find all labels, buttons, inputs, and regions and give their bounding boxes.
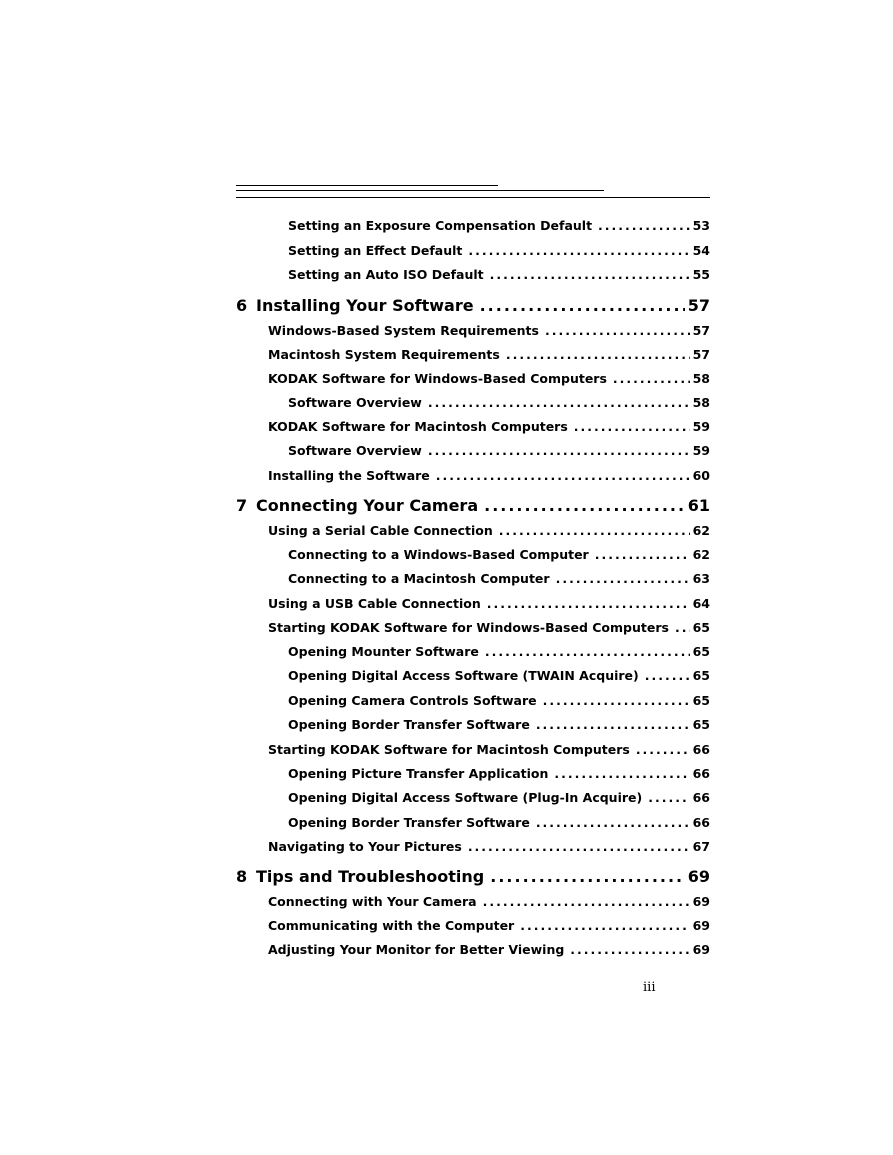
toc-entry-title-text: Navigating to Your Pictures [268, 839, 462, 854]
toc-entry-title-text: Setting an Exposure Compensation Default [288, 218, 593, 233]
toc-dot-leader [499, 519, 690, 543]
toc-dot-leader [545, 319, 690, 343]
toc-entry-title [268, 464, 430, 488]
toc-entry-title [288, 567, 550, 592]
toc-page-number: 65 [692, 643, 710, 659]
toc-entry [236, 713, 710, 738]
toc-page-number: 63 [692, 571, 710, 586]
toc-dot-leader [536, 713, 690, 738]
toc-entry-title-text: Starting KODAK Software for Windows-Based Computers [268, 619, 669, 635]
toc-entry [236, 811, 710, 836]
toc-dot-leader [536, 811, 690, 836]
toc-page-number: 57 [692, 322, 710, 338]
toc-entry-title [268, 616, 669, 640]
toc-dot-leader [428, 391, 690, 416]
toc-entry-title [288, 439, 422, 464]
toc-entry-title-text: Installing the Software [268, 467, 430, 483]
toc-page-number: 66 [692, 741, 710, 757]
toc-entry-title-text: Opening Camera Controls Software [288, 692, 537, 708]
toc-entry [236, 367, 710, 391]
header-rule-bottom [236, 197, 710, 198]
toc-dot-leader [428, 439, 690, 464]
toc-entry [236, 239, 710, 264]
toc-dot-leader [436, 464, 690, 488]
toc-entry-title [288, 263, 484, 288]
toc-page-number: 69 [687, 867, 710, 886]
toc-page-number: 66 [692, 814, 710, 830]
toc-dot-leader [598, 214, 690, 239]
toc-page-number: 57 [692, 346, 710, 362]
toc-entry [236, 543, 710, 568]
toc-entry-title [268, 592, 481, 616]
toc-entry-title-text: Adjusting Your Monitor for Better Viewing [268, 942, 565, 957]
toc-page-number: 62 [692, 546, 710, 562]
toc-dot-leader [483, 890, 690, 914]
toc-chapter-entry [236, 865, 710, 888]
toc-entry-title [288, 762, 548, 787]
toc-entry [236, 938, 710, 962]
toc-entry [236, 689, 710, 714]
toc-page-number: 67 [692, 839, 710, 854]
toc-entry [236, 391, 710, 416]
toc-dot-leader [556, 567, 690, 592]
toc-page-number: 59 [692, 419, 710, 434]
toc-entry-title [288, 640, 479, 665]
toc-page-number: 55 [692, 267, 710, 282]
toc-page-number: 64 [692, 595, 710, 611]
toc-entry [236, 890, 710, 914]
toc-entry [236, 592, 710, 616]
toc-entry-title-text: Software Overview [288, 443, 422, 458]
toc-dot-leader [554, 762, 689, 787]
toc-entry-title [288, 239, 462, 264]
toc-chapter-number: 6 [236, 295, 248, 315]
toc-dot-leader [636, 738, 690, 762]
toc-dot-leader [574, 415, 690, 439]
toc-entry-title-text: Software Overview [288, 394, 422, 410]
toc-entry-title-text: Installing Your Software [256, 295, 474, 315]
toc-entry-title [268, 367, 607, 391]
toc-entry-title [288, 713, 530, 738]
toc-entry-title [236, 865, 484, 888]
toc-page-number: 59 [692, 443, 710, 458]
toc-chapter-entry [236, 494, 710, 517]
toc-page-number: 65 [692, 717, 710, 732]
toc-entry-title [268, 319, 539, 343]
toc-entry-title [236, 494, 478, 517]
toc-entry-title-text: KODAK Software for Windows-Based Computers [268, 370, 607, 386]
header-rule-top-long [236, 185, 498, 186]
toc-entry-title [268, 519, 493, 543]
toc-page-number: 61 [687, 495, 710, 515]
toc-entry-title-text: Setting an Auto ISO Default [288, 267, 484, 282]
toc-entry [236, 214, 710, 239]
toc-entry [236, 263, 710, 288]
toc-entry [236, 415, 710, 439]
toc-entry-title-text: Connecting Your Camera [256, 495, 479, 515]
toc-dot-leader [484, 494, 685, 517]
toc-page-number: 57 [687, 295, 710, 315]
toc-chapter-number: 8 [236, 867, 248, 886]
toc-page-number: 69 [692, 894, 710, 909]
toc-dot-leader [520, 914, 689, 938]
toc-dot-leader [480, 294, 685, 317]
toc-page-number: 65 [692, 692, 710, 708]
toc-entry [236, 762, 710, 787]
toc-page-number: 58 [692, 370, 710, 386]
toc-page-number: 62 [692, 522, 710, 538]
toc-chapter-number: 7 [236, 495, 248, 515]
table-of-contents [236, 214, 710, 962]
toc-page-number: 65 [692, 619, 710, 635]
toc-entry-title [288, 811, 530, 836]
toc-page-number: 54 [692, 242, 710, 258]
toc-page-number: 65 [692, 668, 710, 683]
toc-dot-leader [468, 239, 689, 264]
toc-entry [236, 664, 710, 689]
toc-entry [236, 519, 710, 543]
toc-dot-leader [675, 616, 690, 640]
toc-entry-title [288, 664, 639, 689]
toc-dot-leader [613, 367, 690, 391]
toc-dot-leader [595, 543, 690, 568]
toc-entry-title-text: Opening Digital Access Software (TWAIN Acquire) [288, 668, 639, 683]
toc-entry [236, 567, 710, 592]
toc-entry [236, 738, 710, 762]
toc-dot-leader [645, 664, 690, 689]
toc-entry-title [288, 543, 589, 568]
toc-entry [236, 464, 710, 488]
toc-entry-title-text: KODAK Software for Macintosh Computers [268, 419, 568, 434]
toc-entry-title-text: Using a USB Cable Connection [268, 595, 481, 611]
toc-page-number: 60 [692, 467, 710, 483]
toc-entry-title-text: Communicating with the Computer [268, 918, 515, 933]
toc-page-number: 66 [692, 765, 710, 781]
toc-entry-title-text: Setting an Effect Default [288, 242, 463, 258]
toc-page-number: 69 [692, 918, 710, 933]
toc-entry-title-text: Connecting to a Macintosh Computer [288, 571, 550, 586]
page-number-folio: iii [643, 980, 656, 995]
toc-entry-title [268, 938, 564, 962]
toc-entry-title [268, 890, 477, 914]
toc-entry-title [288, 689, 537, 714]
toc-entry-title-text: Opening Picture Transfer Application [288, 765, 549, 781]
toc-dot-leader [648, 786, 689, 811]
toc-dot-leader [468, 835, 690, 859]
header-rule-middle [236, 190, 604, 191]
toc-entry [236, 914, 710, 938]
toc-entry-title-text: Connecting to a Windows-Based Computer [288, 546, 589, 562]
toc-dot-leader [490, 865, 684, 888]
toc-entry [236, 343, 710, 367]
toc-dot-leader [485, 640, 690, 665]
toc-page-number: 53 [692, 218, 710, 233]
toc-entry-title-text: Opening Border Transfer Software [288, 814, 530, 830]
toc-entry [236, 640, 710, 665]
toc-entry-title [268, 738, 630, 762]
toc-entry-title-text: Macintosh System Requirements [268, 346, 500, 362]
toc-dot-leader [570, 938, 689, 962]
toc-entry-title-text: Tips and Troubleshooting [256, 867, 485, 886]
toc-entry-title [268, 835, 462, 859]
toc-page-number: 58 [692, 394, 710, 410]
toc-dot-leader [506, 343, 690, 367]
toc-entry-title [268, 343, 500, 367]
toc-entry [236, 786, 710, 811]
toc-dot-leader [487, 592, 690, 616]
toc-entry-title [268, 914, 514, 938]
toc-dot-leader [543, 689, 690, 714]
toc-entry-title-text: Opening Mounter Software [288, 643, 479, 659]
toc-page-number: 69 [692, 942, 710, 957]
toc-entry-title-text: Windows-Based System Requirements [268, 322, 539, 338]
toc-dot-leader [490, 263, 690, 288]
toc-chapter-entry [236, 294, 710, 317]
toc-entry-title [288, 391, 422, 416]
toc-entry-title-text: Starting KODAK Software for Macintosh Computers [268, 741, 630, 757]
toc-entry [236, 319, 710, 343]
toc-entry [236, 835, 710, 859]
toc-entry [236, 439, 710, 464]
toc-entry-title [236, 294, 474, 317]
toc-entry [236, 616, 710, 640]
toc-entry-title-text: Opening Border Transfer Software [288, 717, 530, 732]
toc-entry-title [288, 214, 592, 239]
toc-entry-title-text: Using a Serial Cable Connection [268, 522, 493, 538]
toc-page-number: 66 [692, 790, 710, 805]
toc-entry-title-text: Opening Digital Access Software (Plug-In Acquire) [288, 790, 643, 805]
toc-entry-title [288, 786, 642, 811]
toc-entry-title [268, 415, 568, 439]
toc-entry-title-text: Connecting with Your Camera [268, 894, 477, 909]
